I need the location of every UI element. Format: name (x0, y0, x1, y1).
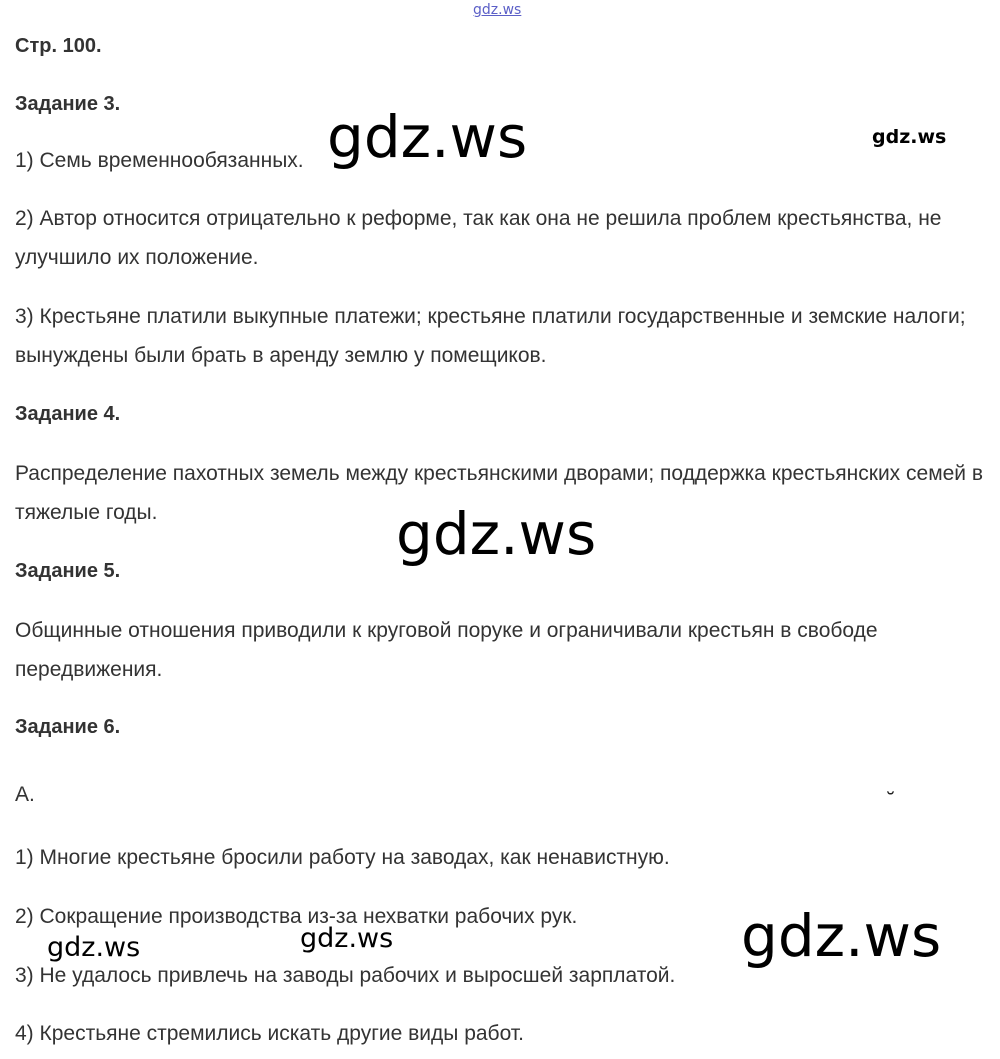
task-5-title: Задание 5. (15, 560, 121, 582)
task-5-answer: Общинные отношения приводили к круговой поруке и ограничивали крестьян в свободе передвижения. (15, 619, 878, 681)
task-6-answer-1: 1) Многие крестьяне бросили работу на заводах, как ненавистную. (15, 846, 670, 869)
task-3-answer-1: 1) Семь временнообязанных. (15, 149, 304, 172)
watermark: gdz.ws (327, 103, 528, 171)
watermark: gdz.ws (872, 126, 947, 148)
watermark: gdz.ws (300, 923, 394, 954)
task-6-answer-4: 4) Крестьяне стремились искать другие виды работ. (15, 1022, 524, 1045)
task-6-answer-3: 3) Не удалось привлечь на заводы рабочих и выросшей зарплатой. (15, 964, 676, 987)
watermark-link[interactable]: gdz.ws (473, 2, 522, 18)
page-header: Стр. 100. (15, 35, 102, 57)
task-4-answer: Распределение пахотных земель между крестьянскими дворами; поддержка крестьянских семей в тяжелые годы. (15, 462, 984, 524)
task-3-title: Задание 3. (15, 93, 121, 115)
watermark: gdz.ws (741, 902, 942, 970)
watermark: gdz.ws (396, 500, 597, 568)
task-4-title: Задание 4. (15, 403, 121, 425)
task-6-subsection: А. (15, 783, 35, 806)
task-3-answer-3: 3) Крестьяне платили выкупные платежи; крестьяне платили государственные и земские налоги; вынуждены были брать в аренду землю у помещиков. (15, 305, 966, 367)
task-6-title: Задание 6. (15, 716, 121, 738)
watermark: gdz.ws (47, 932, 141, 963)
task-3-answer-2: 2) Автор относится отрицательно к реформе, так как она не решила проблем крестьянства, не улучшило их положение. (15, 207, 942, 269)
task-6-answer-2: 2) Сокращение производства из-за нехватки рабочих рук. (15, 905, 578, 928)
stray-mark: ˘ (885, 790, 896, 815)
